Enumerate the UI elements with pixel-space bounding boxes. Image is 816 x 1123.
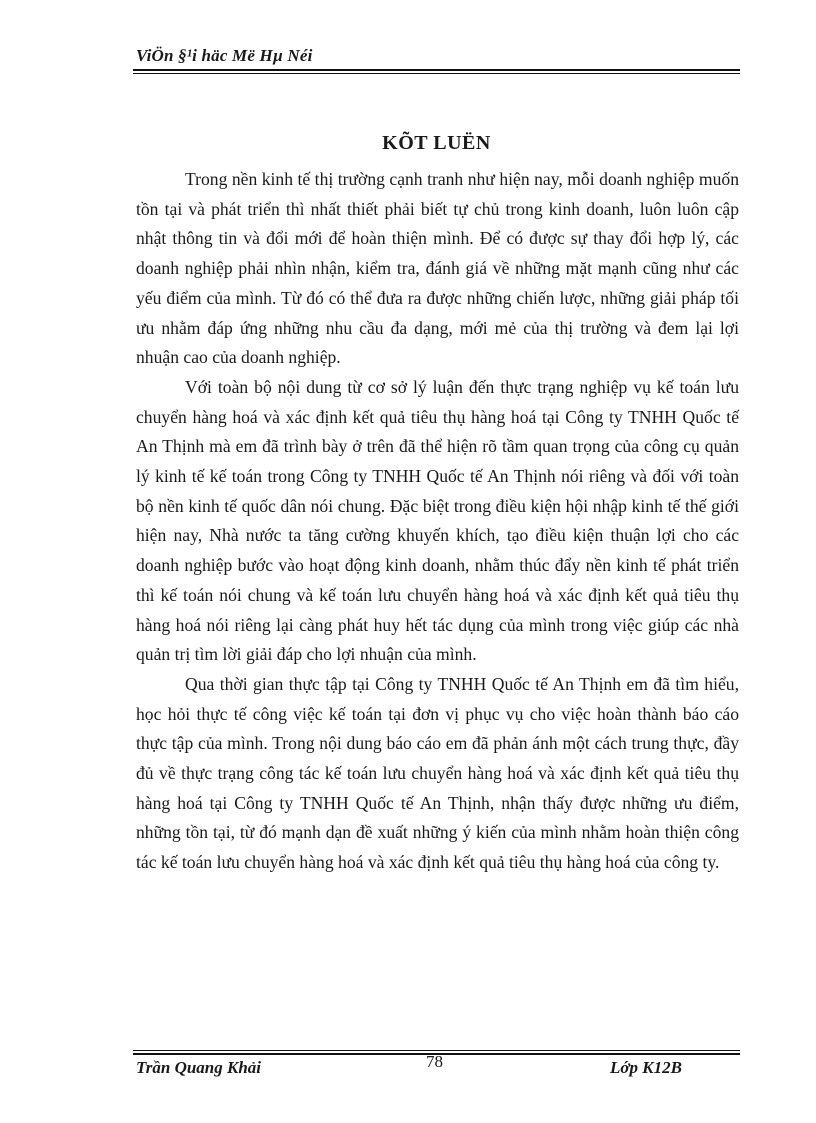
paragraph: Trong nền kinh tế thị trường cạnh tranh như hiện nay, mỗi doanh nghiệp muốn tồn tại và phát triển thì nhất thiết phải biết tự chủ trong kinh doanh, luôn luôn cập nhật thông tin và đổi mới để hoàn thiện mình. Để có được sự thay đổi hợp lý, các doanh nghiệp phải nhìn nhận, kiểm tra, đánh giá về những mặt mạnh cũng như các yếu điểm của mình. Từ đó có thể đưa ra được những chiến lược, những giải pháp tối ưu nhằm đáp ứng những nhu cầu đa dạng, mới mẻ của thị trường và đem lại lợi nhuận cao của doanh nghiệp. bbox=[136, 169, 739, 368]
footer-author: Trần Quang Khải bbox=[136, 1058, 262, 1077]
footer-class: Lớp K12B bbox=[610, 1058, 682, 1077]
header-divider-thin bbox=[133, 73, 740, 74]
page-number: 78 bbox=[426, 1052, 443, 1071]
paragraph: Với toàn bộ nội dung từ cơ sở lý luận đến thực trạng nghiệp vụ kế toán lưu chuyển hàng hoá và xác định kết quả tiêu thụ hàng hoá tại Công ty TNHH Quốc tế An Thịnh mà em đã trình bày ở trên đã thể hiện rõ tầm quan trọng của công cụ quản lý kinh tế kế toán trong Công ty TNHH Quốc tế An Thịnh nói riêng và đối với toàn bộ nền kinh tế quốc dân nói chung. Đặc biệt trong điều kiện hội nhập kinh tế thế giới hiện nay, Nhà nước ta tăng cường khuyến khích, tạo điều kiện thuận lợi cho các doanh nghiệp bước vào hoạt động kinh doanh, nhằm thúc đẩy nền kinh tế phát triển thì kế toán nói chung và kế toán lưu chuyển hàng hoá và xác định kết quả tiêu thụ hàng hoá nói riêng lại càng phát huy hết tác dụng của mình trong việc giúp các nhà quản trị tìm lời giải đáp cho lợi nhuận của mình. bbox=[136, 376, 739, 665]
paragraph: Qua thời gian thực tập tại Công ty TNHH Quốc tế An Thịnh em đã tìm hiểu, học hỏi thực tế công việc kế toán tại đơn vị phục vụ cho việc hoàn thành báo cáo thực tập của mình. Trong nội dung báo cáo em đã phản ánh một cách trung thực, đầy đủ về thực trạng công tác kế toán lưu chuyển hàng hoá và xác định kết quả tiêu thụ hàng hoá tại Công ty TNHH Quốc tế An Thịnh, nhận thấy được những ưu điểm, những tồn tại, từ đó mạnh dạn đề xuất những ý kiến của mình nhằm hoàn thiện công tác kế toán lưu chuyển hàng hoá và xác định kết quả tiêu thụ hàng hoá của công ty. bbox=[136, 673, 739, 873]
page-header-institution: ViÖn §¹i häc Më Hµ Néi bbox=[136, 46, 313, 65]
section-title: KÕT LUËN bbox=[382, 132, 491, 154]
footer-divider-thin bbox=[133, 1050, 740, 1051]
header-divider bbox=[133, 69, 740, 71]
body-text bbox=[136, 165, 739, 878]
